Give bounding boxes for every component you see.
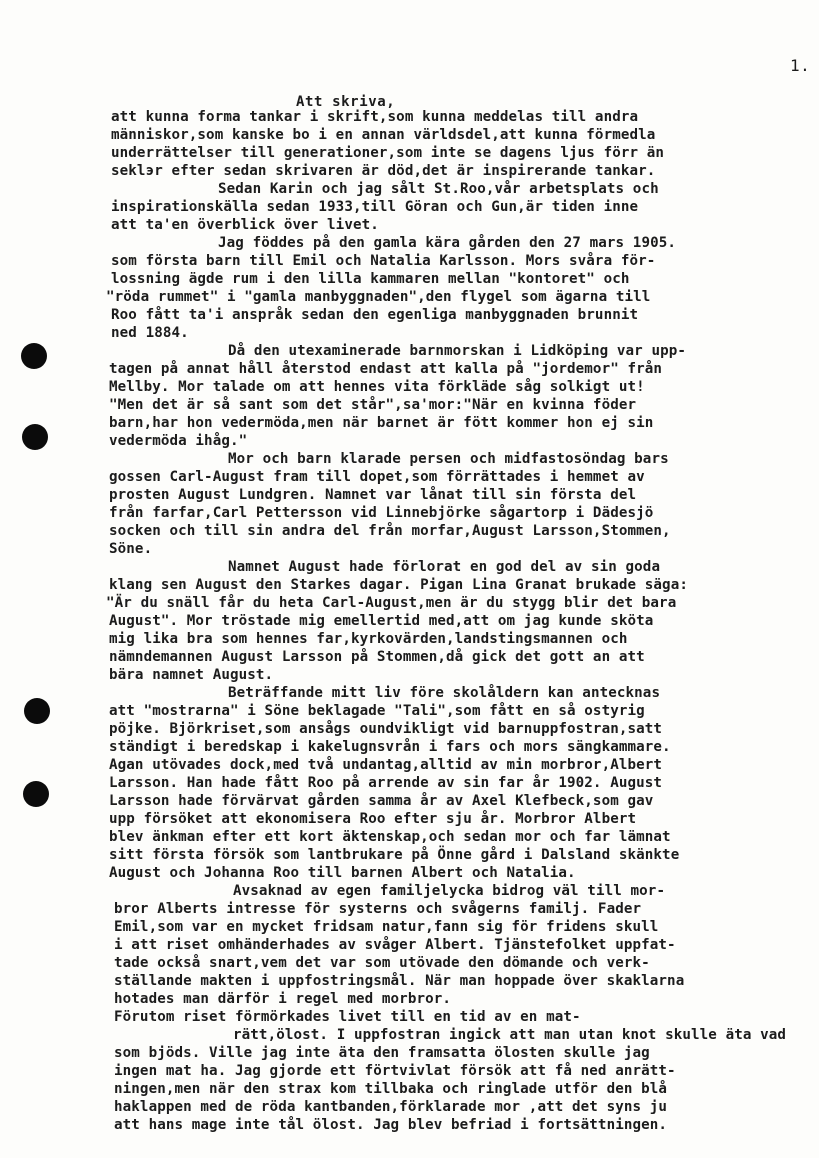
body-line: bror Alberts intresse för systerns och svågerns familj. Fader (114, 901, 642, 917)
body-line: Larsson hade förvärvat gården samma år av Axel Klefbeck,som gav (109, 793, 654, 809)
body-line: klang sen August den Starkes dagar. Pigan Lina Granat brukade säga: (109, 577, 688, 593)
body-line: blev änkman efter ett kort äktenskap,och sedan mor och far lämnat (109, 829, 671, 845)
body-line: Mor och barn klarade persen och midfastosöndag bars (228, 451, 669, 467)
body-line: från farfar,Carl Pettersson vid Linnebjörke sågartorp i Dädesjö (109, 505, 654, 521)
body-line: lossning ägde rum i den lilla kammaren mellan "kontoret" och (111, 271, 630, 287)
body-line: att hans mage inte tål ölost. Jag blev befriad i fortsättningen. (114, 1117, 668, 1133)
body-line: Avsaknad av egen familjelycka bidrog väl till mor- (233, 883, 666, 899)
body-line: tade också snart,vem det var som utövade den dömande och verk- (114, 955, 650, 971)
body-line: hotades man därför i regel med morbror. (114, 991, 452, 1007)
body-line: Jag föddes på den gamla kära gården den 27 mars 1905. (218, 235, 677, 251)
body-line: Förutom riset förmörkades livet till en tid av en mat- (114, 1009, 581, 1025)
page-number: 1. (790, 56, 811, 75)
body-line: Sedan Karin och jag sålt St.Roo,vår arbetsplats och (218, 181, 659, 197)
body-line: "Är du snäll får du heta Carl-August,men är du stygg blir det bara (106, 595, 677, 611)
body-line: Roo fått ta'i anspråk sedan den egenliga manbyggnaden brunnit (111, 307, 639, 323)
body-line: ningen,men när den strax kom tillbaka och ringlade utför den blå (114, 1081, 668, 1097)
body-line: socken och till sin andra del från morfar,August Larsson,Stommen, (109, 523, 671, 539)
body-line: som första barn till Emil och Natalia Karlsson. Mors svåra för- (111, 253, 656, 269)
body-line: ingen mat ha. Jag gjorde ett förtvivlat försök att få ned anrätt- (114, 1063, 676, 1079)
document-title: Att skriva, (296, 94, 396, 110)
body-line: tagen på annat håll återstod endast att kalla på "jordemor" från (109, 361, 663, 377)
punch-hole-mark (24, 698, 50, 724)
body-line: underrättelser till generationer,som inte se dagens ljus förr än (111, 145, 665, 161)
body-line: Beträffande mitt liv före skolåldern kan antecknas (228, 685, 661, 701)
body-line: i att riset omhänderhades av svåger Albert. Tjänstefolket uppfat- (114, 937, 676, 953)
body-line: att kunna forma tankar i skrift,som kunna meddelas till andra (111, 109, 639, 125)
body-line: ned 1884. (111, 325, 189, 341)
body-line: mig lika bra som hennes far,kyrkovärden,landstingsmannen och (109, 631, 628, 647)
body-line: Emil,som var en mycket fridsam natur,fann sig för fridens skull (114, 919, 659, 935)
punch-hole-mark (21, 343, 47, 369)
body-line: Larsson. Han hade fått Roo på arrende av sin far år 1902. August (109, 775, 663, 791)
body-line: ständigt i beredskap i kakelugnsvrån i fars och mors sängkammare. (109, 739, 671, 755)
body-line: Mellby. Mor talade om att hennes vita förkläde såg solkigt ut! (109, 379, 645, 395)
body-line: seklэr efter sedan skrivaren är död,det är inspirerande tankar. (111, 163, 656, 179)
body-line: gossen Carl-August fram till dopet,som förrättades i hemmet av (109, 469, 645, 485)
body-line: Söne. (109, 541, 153, 557)
body-line: August". Mor tröstade mig emellertid med,att om jag kunde sköta (109, 613, 654, 629)
body-line: nämndemannen August Larsson på Stommen,då gick det gott an att (109, 649, 645, 665)
body-line: "röda rummet" i "gamla manbyggnaden",den flygel som ägarna till (106, 289, 651, 305)
body-line: Då den utexaminerade barnmorskan i Lidköping var upp- (228, 343, 687, 359)
body-line: människor,som kanske bo i en annan världsdel,att kunna förmedla (111, 127, 656, 143)
body-line: pöjke. Björkriset,som ansågs oundvikligt vid barnuppfostran,satt (109, 721, 663, 737)
body-line: bära namnet August. (109, 667, 274, 683)
punch-hole-mark (23, 781, 49, 807)
body-line: Namnet August hade förlorat en god del av sin goda (228, 559, 661, 575)
body-line: upp försöket att ekonomisera Roo efter sju år. Morbror Albert (109, 811, 637, 827)
body-line: haklappen med de röda kantbanden,förklarade mor ,att det syns ju (114, 1099, 668, 1115)
body-line: August och Johanna Roo till barnen Albert och Natalia. (109, 865, 576, 881)
punch-hole-mark (22, 424, 48, 450)
body-line: som bjöds. Ville jag inte äta den framsatta ölosten skulle jag (114, 1045, 650, 1061)
body-line: rätt,ölost. I uppfostran ingick att man utan knot skulle äta vad (233, 1027, 787, 1043)
body-line: "Men det är så sant som det står",sa'mor:"När en kvinna föder (109, 397, 637, 413)
body-line: att "mostrarna" i Söne beklagade "Tali",som fått en så ostyrig (109, 703, 645, 719)
body-line: barn,har hon vedermöda,men när barnet är fött kommer hon ej sin (109, 415, 654, 431)
body-line: ställande makten i uppfostringsmål. När man hoppade över skaklarna (114, 973, 685, 989)
body-line: att ta'en överblick över livet. (111, 217, 379, 233)
body-line: Agan utövades dock,med två undantag,alltid av min morbror,Albert (109, 757, 663, 773)
body-line: prosten August Lundgren. Namnet var lånat till sin första del (109, 487, 637, 503)
body-line: inspirationskälla sedan 1933,till Göran och Gun,är tiden inne (111, 199, 639, 215)
body-line: sitt första försök som lantbrukare på Önne gård i Dalsland skänkte (109, 847, 680, 863)
body-line: vedermöda ihåg." (109, 433, 248, 449)
